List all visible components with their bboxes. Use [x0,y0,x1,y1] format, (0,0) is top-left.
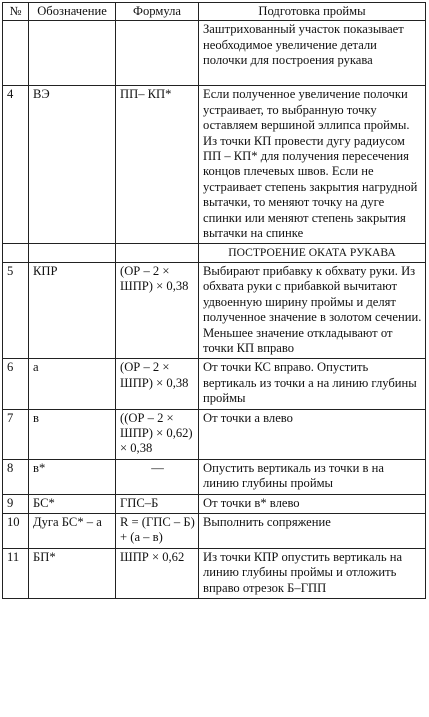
table-row [3,409,426,459]
table-row [3,86,426,244]
cell-formula [116,244,199,262]
cell-formula: ШПР × 0,62 [116,548,199,598]
cell-text: От точки в* влево [199,494,426,513]
cell-number [3,21,29,86]
table-row [3,459,426,494]
table-row [3,494,426,513]
table-row [3,548,426,598]
header-row [3,3,426,21]
cell-designation: а [29,359,116,409]
cell-formula: R = (ГПС – Б) + (а – в) [116,513,199,548]
cell-text: Если полученное увеличение полочки устраивает, то выбранную точку оставляем вершиной эллипса проймы. Из точки КП провести дугу радиусом ПП – КП* для получения пересечения концов плечевых швов. Если не устраивает степень закрытия нагрудной вытачки, то меняют точку на дуге спинки или меняют степень закрытия вытачки на спинке [199,86,426,244]
cell-designation: в [29,409,116,459]
cell-formula: (ОР – 2 × ШПР) × 0,38 [116,262,199,358]
cell-text: От точки а влево [199,409,426,459]
table-row [3,262,426,358]
cell-designation: БС* [29,494,116,513]
cell-formula: ПП– КП* [116,86,199,244]
table-row [3,359,426,409]
cell-number: 10 [3,513,29,548]
header-preparation: Подготовка проймы [199,3,426,21]
cell-number: 11 [3,548,29,598]
section-title: ПОСТРОЕНИЕ ОКАТА РУКАВА [199,244,426,262]
cell-number: 4 [3,86,29,244]
cell-formula [116,21,199,86]
table-row [3,21,426,86]
cell-number: 5 [3,262,29,358]
header-number: № [3,3,29,21]
cell-number: 6 [3,359,29,409]
cell-text: Из точки КПР опустить вертикаль на линию глубины проймы и отложить вправо отрезок Б–ГПП [199,548,426,598]
header-designation: Обозначение [29,3,116,21]
cell-text: Выбирают прибавку к обхвату руки. Из обхвата руки с прибавкой вычитают удвоенную ширину проймы и делят полученное значение в золотом сечении. Меньшее значение откладывают от точки КП вправо [199,262,426,358]
cell-designation [29,21,116,86]
cell-designation: в* [29,459,116,494]
cell-formula: (ОР – 2 × ШПР) × 0,38 [116,359,199,409]
cell-number [3,244,29,262]
cell-text: От точки КС вправо. Опустить вертикаль из точки а на линию глубины проймы [199,359,426,409]
cell-designation: ВЭ [29,86,116,244]
patterns-table [2,2,426,599]
cell-text: Заштрихованный участок показывает необходимое увеличение детали полочки для построения рукава [199,21,426,86]
cell-formula: ((ОР – 2 × ШПР) × 0,62) × 0,38 [116,409,199,459]
cell-number: 9 [3,494,29,513]
cell-text: Выполнить сопряжение [199,513,426,548]
cell-number: 8 [3,459,29,494]
cell-designation [29,244,116,262]
cell-designation: БП* [29,548,116,598]
cell-number: 7 [3,409,29,459]
cell-designation: КПР [29,262,116,358]
section-row [3,244,426,262]
cell-designation: Дуга БС* – а [29,513,116,548]
cell-text: Опустить вертикаль из точки в на линию глубины проймы [199,459,426,494]
header-formula: Формула [116,3,199,21]
table-row [3,513,426,548]
cell-formula: — [116,459,199,494]
cell-formula: ГПС–Б [116,494,199,513]
